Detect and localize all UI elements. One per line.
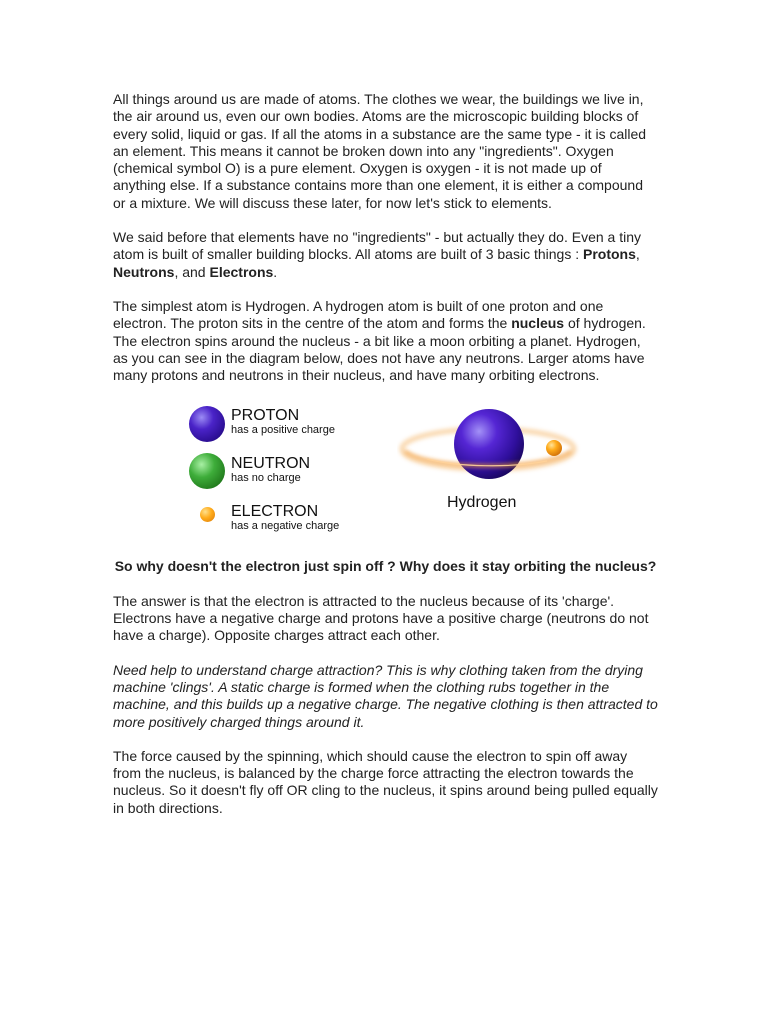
intro-paragraph: All things around us are made of atoms. The clothes we wear, the buildings we live in, the air around us, even our own bodies. Atoms are the microscopic building blocks of every solid, liquid or gas. If all the atoms in a substance are the same type - it is called an element. This means it cannot be broken down into any "ingredients". Oxygen (chemical symbol O) is a pure element. Oxygen is oxygen - it is not made up of anything else. If a substance contains more than one element, it is either a compound or a mixture. We will discuss these later, for now let's stick to elements. — [113, 91, 647, 211]
nucleus-ball — [454, 409, 524, 479]
charge-paragraph: The answer is that the electron is attracted to the nucleus because of its 'charge'. Electrons have a negative charge and protons have a positive charge (neutrons do not have a charge). Opposite charges attract each other. — [113, 592, 649, 644]
question-heading: So why doesn't the electron just spin off ? Why does it stay orbiting the nucleus? — [114, 558, 657, 575]
electron-ball-icon — [200, 507, 215, 522]
static-charge-note: Need help to understand charge attraction? This is why clothing taken from the drying machine 'clings'. A static charge is formed when the clothing rubs together in the machine, and this builds up a negative charge. The negative clothing is then attracted to more positively charged things around it. — [113, 661, 658, 730]
hydrogen-label: Hydrogen — [447, 494, 517, 512]
electron-label: ELECTRON — [231, 503, 319, 521]
electrons-term: Electrons — [209, 263, 274, 280]
hydrogen-paragraph — [113, 298, 658, 384]
separator-text: , — [635, 246, 640, 263]
orbiting-electron — [546, 440, 562, 456]
hydrogen-atom-illustration — [397, 399, 583, 549]
proton-description: has a positive charge — [231, 424, 335, 437]
force-balance-paragraph: The force caused by the spinning, which should cause the electron to spin off away from the nucleus, is balanced by the charge force attracting the electron towards the nucleus. So it doesn't fly off OR cling to the nucleus, it spins around being pulled equally in both directions. — [113, 747, 658, 816]
proton-ball-icon — [189, 406, 225, 442]
neutron-label: NEUTRON — [231, 455, 311, 473]
building-blocks-paragraph — [113, 229, 658, 281]
hydrogen-text: The simplest atom is Hydrogen. A hydrogen atom is built of one proton and one electron. The proton sits in the centre of the atom and forms the — [113, 297, 604, 332]
article — [113, 91, 658, 834]
separator-text: , and — [174, 263, 210, 280]
nucleus-term: nucleus — [511, 315, 565, 332]
period-text: . — [273, 263, 278, 280]
building-blocks-text: We said before that elements have no "ingredients" - but actually they do. Even a tiny atom is built of smaller building blocks. All atoms are built of 3 basic things : — [113, 229, 641, 263]
electron-description: has a negative charge — [231, 520, 340, 533]
hydrogen-text-rest: of hydrogen. The electron spins around the nucleus - a bit like a moon orbiting a planet. Hydrogen, as you can see in the diagram below, does not have any neutrons. Larger atoms have many protons and neutrons in their nucleus, and have many orbiting electrons. — [113, 315, 646, 384]
proton-label: PROTON — [231, 407, 300, 425]
atom-diagram — [113, 399, 658, 547]
neutrons-term: Neutrons — [113, 263, 175, 280]
protons-term: Protons — [583, 246, 636, 263]
neutron-description: has no charge — [231, 472, 301, 485]
neutron-ball-icon — [189, 453, 225, 489]
